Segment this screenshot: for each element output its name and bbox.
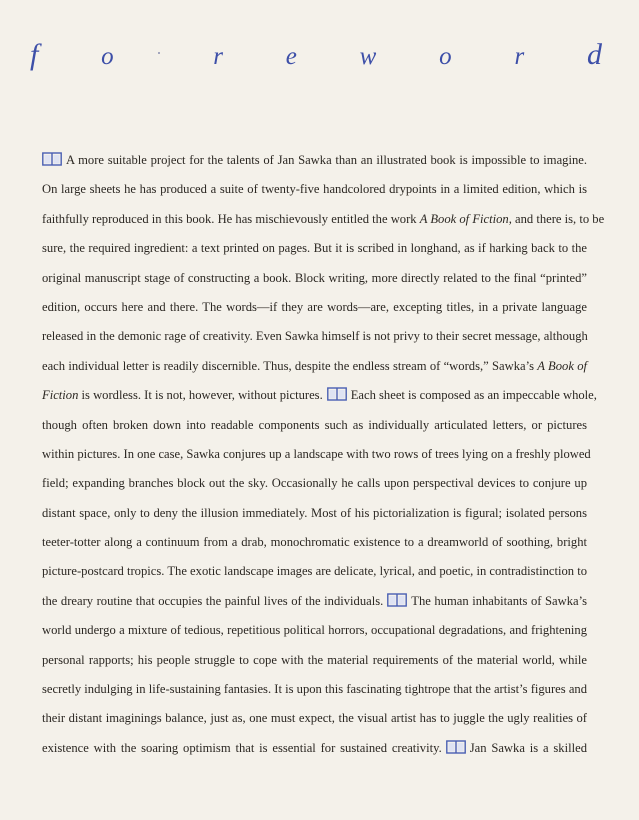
title-letter: o	[101, 43, 114, 70]
text-line: field; expanding branches block out the sky. Occasionally he calls upon perspectival devices to conjure up	[42, 476, 587, 491]
open-book-icon	[327, 387, 347, 401]
text-line: Fiction is wordless. It is not, however, without pictures. Each sheet is composed as an impeccable whole,	[42, 388, 597, 403]
foreword-body	[42, 146, 605, 763]
open-book-icon	[446, 740, 466, 754]
text-line: though often broken down into readable components such as individually articulated letters, or pictures	[42, 417, 587, 432]
title-letter: f	[30, 38, 39, 71]
text-line: distant space, only to deny the illusion immediately. Most of his pictorialization is figural; isolated persons	[42, 505, 587, 520]
open-book-icon	[387, 593, 407, 607]
text-line: each individual letter is readily discernible. Thus, despite the endless stream of “words,” Sawka’s A Book of	[42, 358, 588, 373]
text-line: On large sheets he has produced a suite of twenty-five handcolored drypoints in a limited edition, which is	[42, 182, 587, 197]
book-title: A Book of	[537, 358, 588, 373]
text-line: secretly indulging in life-sustaining fantasies. It is upon this fascinating tightrope that the artist’s figures and	[42, 682, 587, 697]
open-book-icon	[42, 152, 62, 166]
text-line: picture-postcard tropics. The exotic landscape images are delicate, lyrical, and poetic, in contradistinction to	[42, 564, 587, 579]
book-title: Fiction	[42, 388, 79, 403]
text-line: their distant imaginings balance, just as, one must expect, the visual artist has to juggle the ugly realities of	[42, 711, 587, 726]
text-line: released in the demonic rage of creativity. Even Sawka himself is not privy to their secret message, although	[42, 329, 588, 344]
title-letter: e	[285, 43, 297, 70]
text-line: within pictures. In one case, Sawka conjures up a landscape with two rows of trees lying on a freshly plowed	[42, 446, 591, 461]
text-line: faithfully reproduced in this book. He has mischievously entitled the work A Book of Fiction, and there is, to be	[42, 211, 605, 226]
page-title	[30, 40, 602, 84]
title-letter: o	[439, 43, 452, 70]
text-line: edition, occurs here and there. The words—if they are words—are, excepting titles, in a private language	[42, 299, 587, 314]
text-line: personal rapports; his people struggle to cope with the material requirements of the material world, while	[42, 652, 587, 667]
title-letter: w	[359, 43, 377, 70]
text-line: original manuscript stage of constructing a book. Block writing, more directly related to the final “printed”	[42, 270, 587, 285]
text-line: teeter-totter along a continuum from a drab, monochromatic existence to a dreamworld of soothing, bright	[42, 535, 587, 550]
text-line: sure, the required ingredient: a text printed on pages. But it is scribed in longhand, as if harking back to the	[42, 241, 587, 256]
title-letter: d	[586, 38, 602, 71]
title-letter: r	[514, 43, 525, 70]
text-line: existence with the soaring optimism that is essential for sustained creativity. Jan Sawka is a skilled	[42, 740, 587, 755]
book-title: A Book of Fiction,	[419, 211, 512, 226]
text-line: the dreary routine that occupies the painful lives of the individuals. The human inhabitants of Sawka’s	[42, 593, 587, 608]
text-line: A more suitable project for the talents of Jan Sawka than an illustrated book is impossible to imagine.	[42, 146, 587, 175]
title-letter: r	[213, 43, 223, 70]
ornament-dot	[158, 52, 160, 54]
text-line: world undergo a mixture of tedious, repetitious political horrors, occupational degradations, and frightening	[42, 623, 587, 638]
